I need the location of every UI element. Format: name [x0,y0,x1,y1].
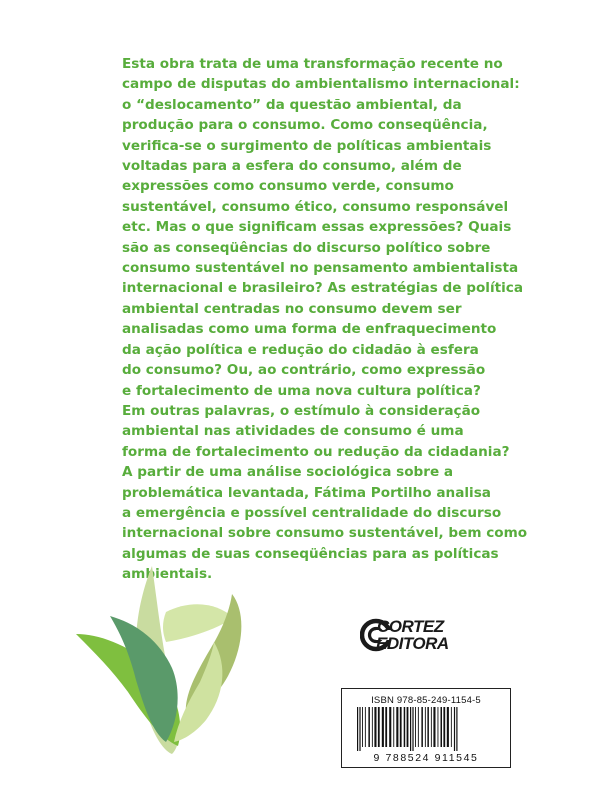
blurb-line: forma de fortalecimento ou redução da cidadania? [122,443,510,460]
leaf-illustration [74,546,274,756]
blurb-line: o “deslocamento” da questão ambiental, da [122,96,462,113]
blurb-line: produção para o consumo. Como conseqüência, [122,117,488,134]
isbn-label: ISBN 978-85-249-1154-5 [371,695,481,706]
blurb-line: ambiental nas atividades de consumo é uma [122,423,464,440]
blurb-line: algumas de suas conseqüências para as políticas [122,545,499,562]
blurb-line: ambientais. [122,566,213,583]
blurb-line: consumo sustentável no pensamento ambientalista [122,260,519,277]
blurb-line: voltadas para a esfera do consumo, além de [122,158,462,175]
blurb-line: internacional e brasileiro? As estratégias de política [122,280,524,297]
ean-digits: 9 788524 911545 [373,752,479,764]
logo-text-editora: EDITORA [376,634,449,653]
blurb-line: Esta obra trata de uma transformação recente no [122,56,503,72]
blurb-line: A partir de uma análise sociológica sobre a [122,464,454,481]
blurb-line: analisadas como uma forma de enfraquecimento [122,321,497,338]
blurb-line: ambiental centradas no consumo devem ser [122,300,462,317]
blurb-line: são as conseqüências do discurso político sobre [122,239,491,256]
publisher-logo [360,617,480,653]
logo-text-cortez: CORTEZ [377,617,444,636]
blurb-line: campo de disputas do ambientalismo internacional: [122,76,520,93]
isbn-barcode-box [341,688,511,768]
blurb-line: e fortalecimento de uma nova cultura política? [122,382,481,399]
blurb-line: problemática levantada, Fátima Portilho analisa [122,484,491,501]
blurb-line: internacional sobre consumo sustentável, bem como [122,525,528,542]
blurb-line: Em outras palavras, o estímulo à consideração [122,402,481,419]
blurb-line: do consumo? Ou, ao contrário, como expressão [122,362,486,379]
back-cover-blurb [122,54,528,585]
barcode-graphic [355,707,501,751]
blurb-line: da ação política e redução do cidadão à esfera [122,341,479,358]
blurb-line: etc. Mas o que significam essas expressões? Quais [122,219,512,236]
blurb-line: sustentável, consumo ético, consumo responsável [122,198,509,215]
leaf-pale-bottom [174,642,222,742]
blurb-line: a emergência e possível centralidade do discurso [122,504,502,521]
blurb-line: expressões como consumo verde, consumo [122,178,454,195]
blurb-line: verifica-se o surgimento de políticas ambientais [122,137,492,154]
